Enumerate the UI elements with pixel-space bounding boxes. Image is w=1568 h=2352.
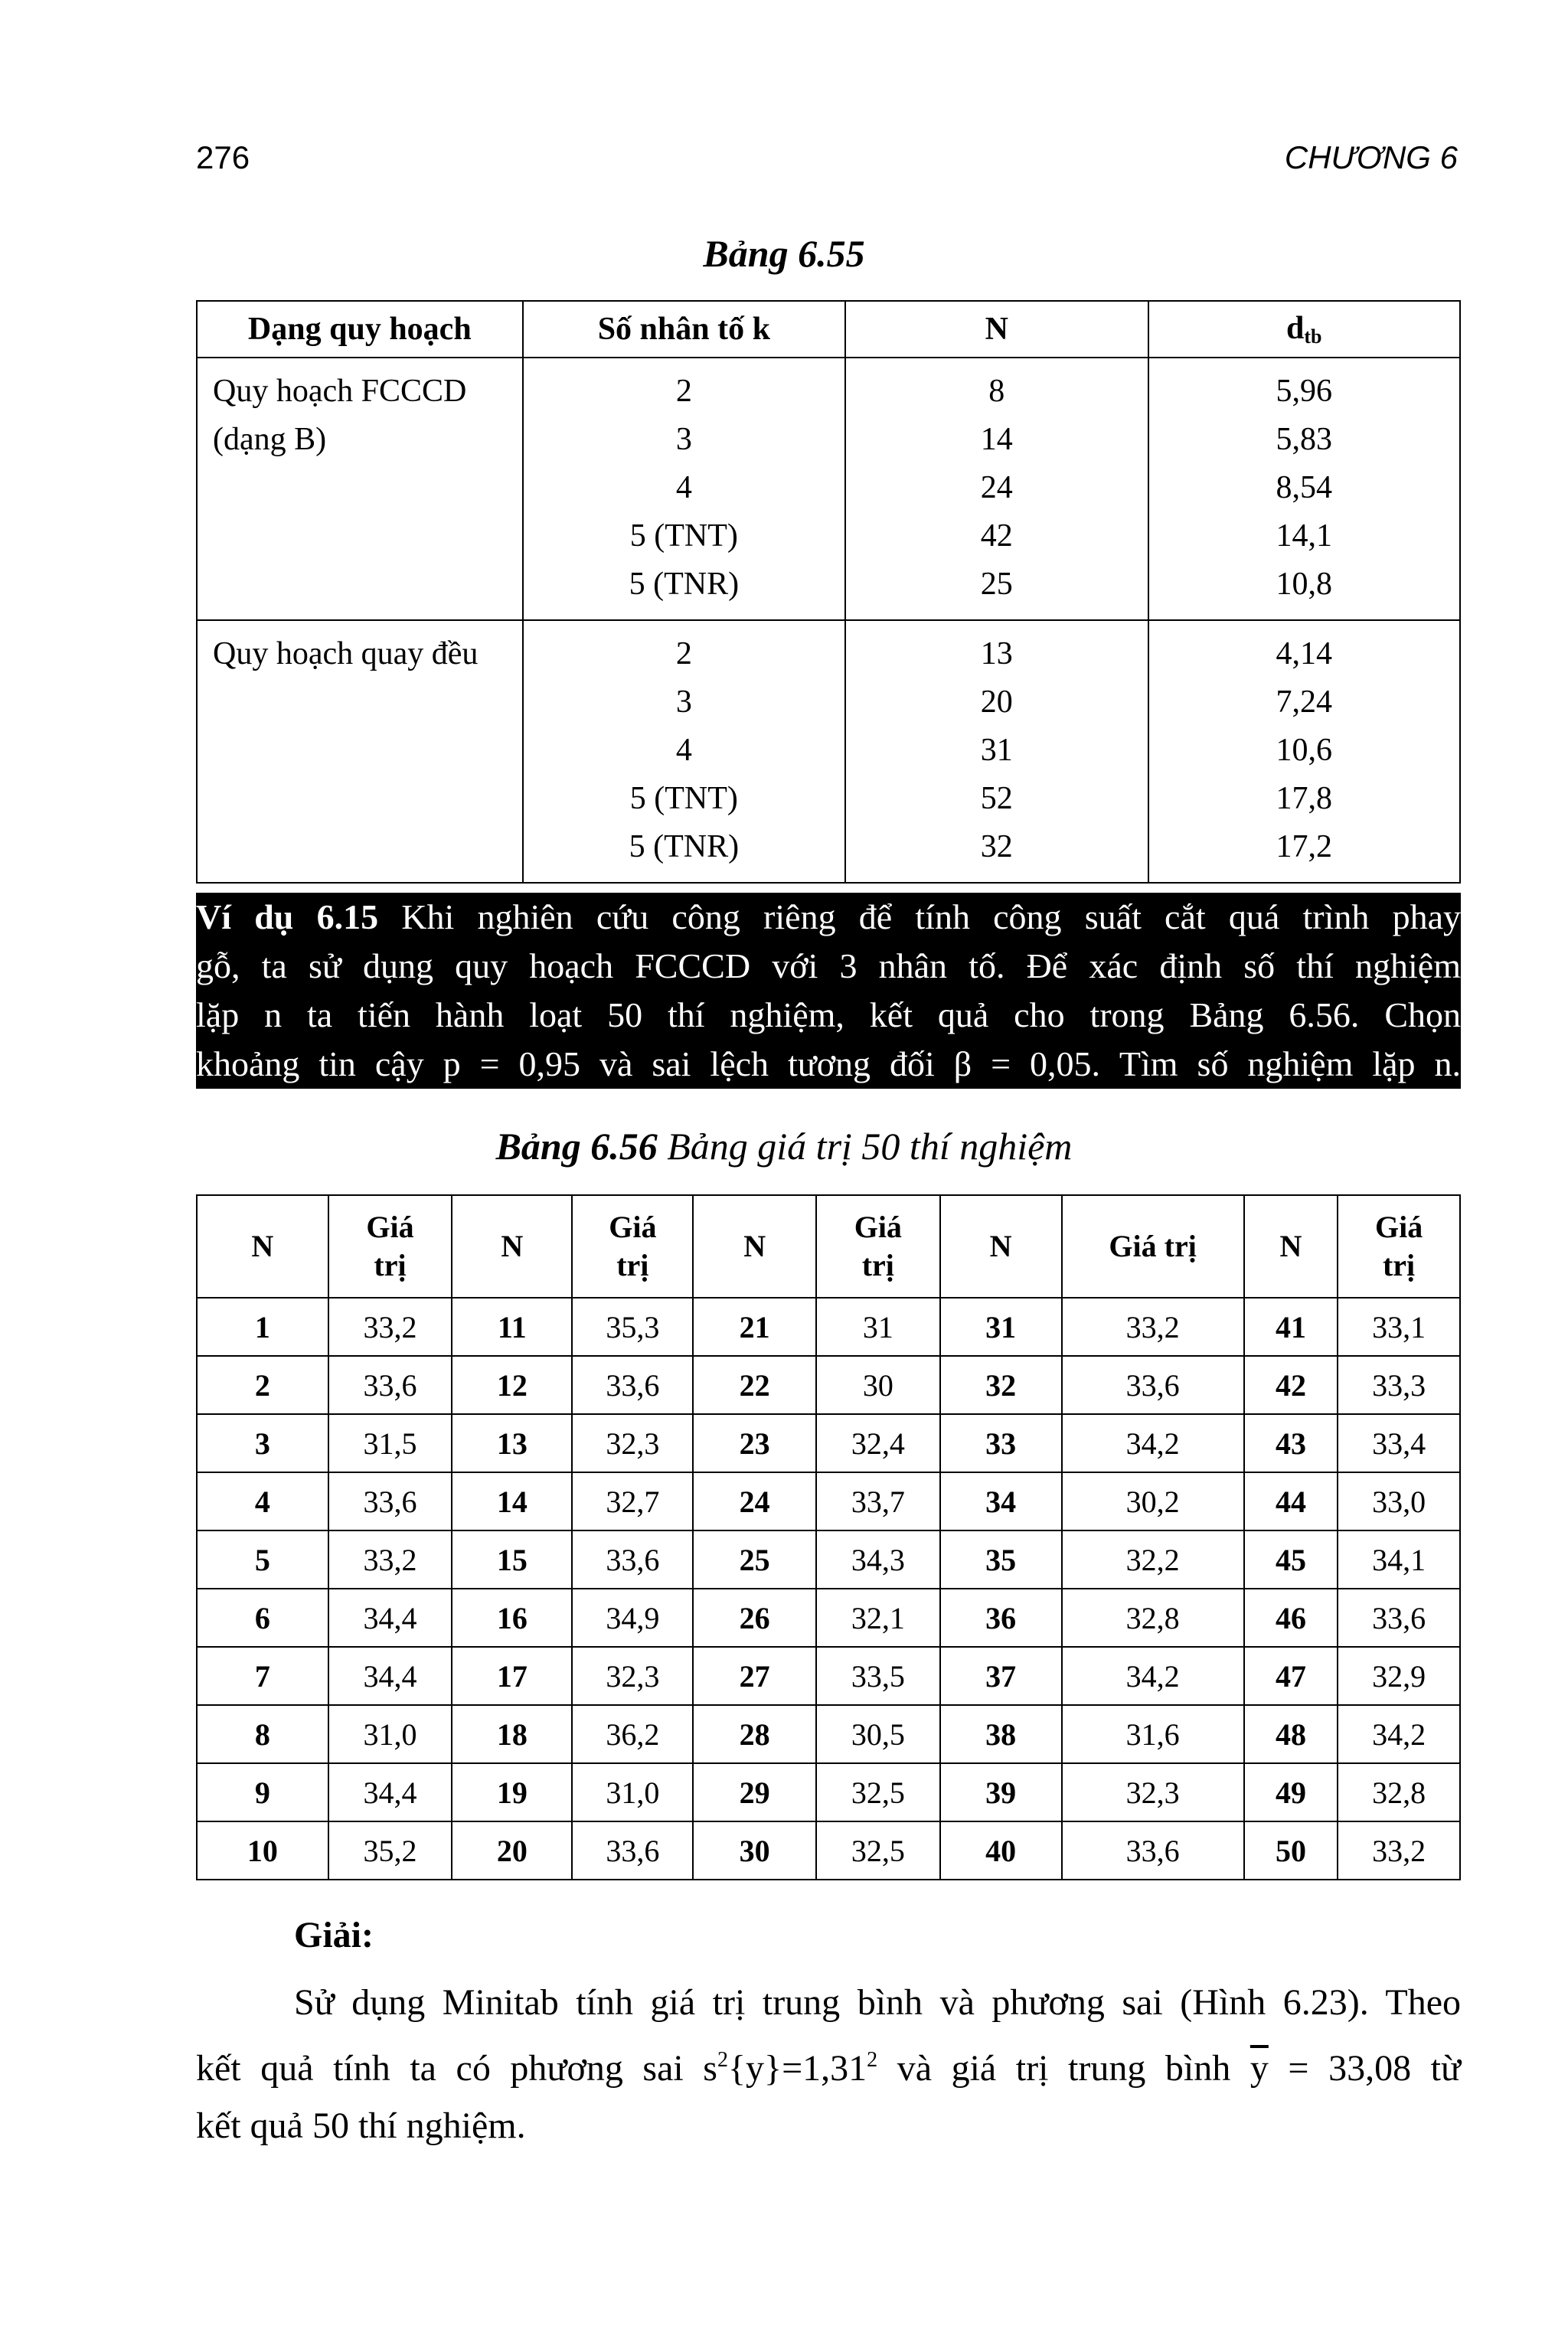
value-n: 32 bbox=[980, 829, 1013, 864]
plan-name-cell bbox=[197, 620, 523, 883]
experiment-value: 33,6 bbox=[1062, 1821, 1244, 1880]
experiment-number: 45 bbox=[1244, 1530, 1338, 1589]
solution-paragraph bbox=[196, 1974, 1461, 2154]
experiment-number: 43 bbox=[1244, 1414, 1338, 1472]
value-k: 3 bbox=[675, 422, 692, 457]
experiment-number: 34 bbox=[940, 1472, 1062, 1530]
col-header-d: $d_{tb}$ bbox=[1148, 301, 1460, 358]
table-row bbox=[197, 1821, 1460, 1880]
value-n: 14 bbox=[980, 422, 1013, 457]
plan-name: (dạng B) bbox=[213, 422, 327, 457]
experiment-value: 32,4 bbox=[816, 1414, 940, 1472]
table-header-row bbox=[197, 1195, 1460, 1298]
experiment-number: 12 bbox=[452, 1356, 572, 1414]
experiment-value: 30 bbox=[816, 1356, 940, 1414]
col-header-n: N bbox=[197, 1195, 328, 1298]
experiment-value: 30,5 bbox=[816, 1705, 940, 1763]
experiment-number: 46 bbox=[1244, 1589, 1338, 1647]
table-row bbox=[197, 1530, 1460, 1589]
plan-name-cell bbox=[197, 358, 523, 620]
experiment-value: 34,2 bbox=[1062, 1414, 1244, 1472]
experiment-value: 33,0 bbox=[1338, 1472, 1460, 1530]
page-number: 276 bbox=[196, 139, 250, 175]
experiment-value: 32,7 bbox=[572, 1472, 693, 1530]
solution-line: kết quả 50 thí nghiệm. bbox=[196, 2105, 526, 2146]
experiment-value: 32,3 bbox=[1062, 1763, 1244, 1821]
example-label: Ví dụ 6.15 bbox=[196, 897, 379, 936]
table-row bbox=[197, 1589, 1460, 1647]
experiment-number: 22 bbox=[693, 1356, 816, 1414]
experiment-value: 34,9 bbox=[572, 1589, 693, 1647]
experiment-value: 34,4 bbox=[328, 1763, 452, 1821]
experiment-value: 32,5 bbox=[816, 1821, 940, 1880]
experiment-number: 31 bbox=[940, 1298, 1062, 1356]
experiment-value: 32,9 bbox=[1338, 1647, 1460, 1705]
experiment-value: 33,6 bbox=[1338, 1589, 1460, 1647]
page-header bbox=[196, 139, 1458, 176]
cell-n bbox=[845, 620, 1148, 883]
y-mean-symbol: $\overline{y}$ bbox=[1250, 2048, 1269, 2089]
plan-group-row bbox=[197, 620, 1460, 883]
experiment-number: 20 bbox=[452, 1821, 572, 1880]
value-k: 5 (TNR) bbox=[629, 829, 740, 864]
solution-line: kết quả tính ta có phương sai $s^2\{y\}=1,31^2$ và giá trị trung bình $\overline{y} = 33,08$ từ bbox=[196, 2048, 1461, 2089]
experiment-number: 42 bbox=[1244, 1356, 1338, 1414]
experiment-value: 33,6 bbox=[1062, 1356, 1244, 1414]
experiment-value: 32,8 bbox=[1062, 1589, 1244, 1647]
table-header-row bbox=[197, 301, 1460, 358]
experiment-number: 39 bbox=[940, 1763, 1062, 1821]
experiment-number: 3 bbox=[197, 1414, 328, 1472]
value-n: 8 bbox=[988, 374, 1005, 409]
value-k: 4 bbox=[675, 733, 692, 768]
experiment-number: 11 bbox=[452, 1298, 572, 1356]
example-line: Ví dụ 6.15 Khi nghiên cứu công riêng để tính công suất cắt quá trình phay bbox=[196, 897, 1461, 936]
experiment-value: 34,3 bbox=[816, 1530, 940, 1589]
experiment-value: 30,2 bbox=[1062, 1472, 1244, 1530]
experiment-number: 49 bbox=[1244, 1763, 1338, 1821]
experiment-number: 5 bbox=[197, 1530, 328, 1589]
experiment-value: 32,3 bbox=[572, 1414, 693, 1472]
value-k: 5 (TNR) bbox=[629, 567, 740, 602]
table-6-56 bbox=[196, 1194, 1461, 1880]
experiment-number: 8 bbox=[197, 1705, 328, 1763]
solution-line: Sử dụng Minitab tính giá trị trung bình và phương sai (Hình 6.23). Theo bbox=[294, 1982, 1461, 2023]
col-header-value: Giá trị bbox=[328, 1195, 452, 1298]
cell-d bbox=[1148, 620, 1460, 883]
experiment-value: 33,4 bbox=[1338, 1414, 1460, 1472]
table1-caption: Bảng 6.55 bbox=[703, 232, 865, 275]
experiment-value: 34,4 bbox=[328, 1647, 452, 1705]
cell-n bbox=[845, 358, 1148, 620]
value-k: 2 bbox=[675, 374, 692, 409]
experiment-number: 14 bbox=[452, 1472, 572, 1530]
value-d: 5,83 bbox=[1276, 422, 1332, 457]
experiment-number: 36 bbox=[940, 1589, 1062, 1647]
value-d: 17,8 bbox=[1276, 781, 1332, 816]
value-k: 3 bbox=[675, 684, 692, 720]
table-row bbox=[197, 1414, 1460, 1472]
experiment-number: 28 bbox=[693, 1705, 816, 1763]
experiment-number: 35 bbox=[940, 1530, 1062, 1589]
experiment-number: 25 bbox=[693, 1530, 816, 1589]
experiment-value: 33,6 bbox=[572, 1821, 693, 1880]
table-row bbox=[197, 1763, 1460, 1821]
solution-heading: Giải: bbox=[294, 1915, 374, 1955]
col-header-value: Giá trị bbox=[1062, 1195, 1244, 1298]
value-n: 13 bbox=[980, 636, 1013, 671]
chapter-title: CHƯƠNG 6 bbox=[1284, 139, 1458, 175]
example-line: khoảng tin cậy p = 0,95 và sai lệch tương đối β = 0,05. Tìm số nghiệm lặp n. bbox=[196, 1044, 1461, 1083]
experiment-number: 1 bbox=[197, 1298, 328, 1356]
table-row bbox=[197, 1705, 1460, 1763]
value-d: 7,24 bbox=[1276, 684, 1332, 720]
experiment-number: 27 bbox=[693, 1647, 816, 1705]
value-d: 10,8 bbox=[1276, 567, 1332, 602]
experiment-number: 30 bbox=[693, 1821, 816, 1880]
experiment-number: 4 bbox=[197, 1472, 328, 1530]
value-n: 42 bbox=[980, 518, 1013, 554]
col-header-n: N bbox=[845, 301, 1148, 358]
value-d: 5,96 bbox=[1276, 374, 1332, 409]
plan-name: Quy hoạch FCCCD bbox=[213, 374, 467, 409]
experiment-value: 34,2 bbox=[1062, 1647, 1244, 1705]
experiment-value: 33,5 bbox=[816, 1647, 940, 1705]
experiment-number: 13 bbox=[452, 1414, 572, 1472]
experiment-value: 32,1 bbox=[816, 1589, 940, 1647]
experiment-value: 31,0 bbox=[572, 1763, 693, 1821]
example-6-15 bbox=[196, 893, 1461, 1089]
value-d: 4,14 bbox=[1276, 636, 1332, 671]
experiment-value: 33,2 bbox=[1338, 1821, 1460, 1880]
experiment-value: 34,4 bbox=[328, 1589, 452, 1647]
experiment-value: 31 bbox=[816, 1298, 940, 1356]
table-row bbox=[197, 1647, 1460, 1705]
experiment-value: 32,8 bbox=[1338, 1763, 1460, 1821]
value-k: 5 (TNT) bbox=[629, 518, 738, 554]
cell-k bbox=[523, 620, 846, 883]
value-k: 2 bbox=[675, 636, 692, 671]
example-line: lặp n ta tiến hành loạt 50 thí nghiệm, kết quả cho trong Bảng 6.56. Chọn bbox=[196, 995, 1461, 1034]
value-n: 25 bbox=[980, 567, 1013, 602]
experiment-value: 31,6 bbox=[1062, 1705, 1244, 1763]
experiment-number: 32 bbox=[940, 1356, 1062, 1414]
table-row bbox=[197, 1472, 1460, 1530]
value-d: 14,1 bbox=[1276, 518, 1332, 554]
col-header-n: N bbox=[452, 1195, 572, 1298]
experiment-value: 32,3 bbox=[572, 1647, 693, 1705]
experiment-number: 6 bbox=[197, 1589, 328, 1647]
experiment-value: 34,1 bbox=[1338, 1530, 1460, 1589]
col-header-value: Giá trị bbox=[1338, 1195, 1460, 1298]
col-header-n: N bbox=[940, 1195, 1062, 1298]
experiment-number: 15 bbox=[452, 1530, 572, 1589]
col-header-k: Số nhân tố k bbox=[523, 301, 846, 358]
value-n: 20 bbox=[980, 684, 1013, 720]
experiment-number: 47 bbox=[1244, 1647, 1338, 1705]
experiment-number: 29 bbox=[693, 1763, 816, 1821]
experiment-number: 23 bbox=[693, 1414, 816, 1472]
experiment-value: 35,2 bbox=[328, 1821, 452, 1880]
value-d: 17,2 bbox=[1276, 829, 1332, 864]
experiment-value: 35,3 bbox=[572, 1298, 693, 1356]
value-d: 8,54 bbox=[1276, 470, 1332, 505]
plan-name: Quy hoạch quay đều bbox=[213, 636, 479, 671]
value-k: 5 (TNT) bbox=[629, 781, 738, 816]
experiment-value: 34,2 bbox=[1338, 1705, 1460, 1763]
value-n: 31 bbox=[980, 733, 1013, 768]
experiment-number: 50 bbox=[1244, 1821, 1338, 1880]
experiment-value: 31,0 bbox=[328, 1705, 452, 1763]
experiment-number: 17 bbox=[452, 1647, 572, 1705]
experiment-number: 40 bbox=[940, 1821, 1062, 1880]
table-6-55 bbox=[196, 300, 1461, 884]
experiment-number: 9 bbox=[197, 1763, 328, 1821]
value-n: 52 bbox=[980, 781, 1013, 816]
experiment-number: 24 bbox=[693, 1472, 816, 1530]
experiment-number: 38 bbox=[940, 1705, 1062, 1763]
experiment-value: 33,7 bbox=[816, 1472, 940, 1530]
experiment-number: 7 bbox=[197, 1647, 328, 1705]
experiment-number: 33 bbox=[940, 1414, 1062, 1472]
value-k: 4 bbox=[675, 470, 692, 505]
experiment-number: 41 bbox=[1244, 1298, 1338, 1356]
experiment-value: 32,5 bbox=[816, 1763, 940, 1821]
experiment-value: 33,6 bbox=[328, 1356, 452, 1414]
table-row bbox=[197, 1298, 1460, 1356]
col-header-n: N bbox=[1244, 1195, 1338, 1298]
experiment-number: 10 bbox=[197, 1821, 328, 1880]
cell-k bbox=[523, 358, 846, 620]
plan-group-row bbox=[197, 358, 1460, 620]
experiment-number: 18 bbox=[452, 1705, 572, 1763]
experiment-number: 44 bbox=[1244, 1472, 1338, 1530]
experiment-value: 33,6 bbox=[572, 1356, 693, 1414]
cell-d bbox=[1148, 358, 1460, 620]
table-row bbox=[197, 1356, 1460, 1414]
experiment-number: 21 bbox=[693, 1298, 816, 1356]
experiment-value: 36,2 bbox=[572, 1705, 693, 1763]
experiment-value: 33,6 bbox=[328, 1472, 452, 1530]
experiment-number: 26 bbox=[693, 1589, 816, 1647]
col-header-plan: Dạng quy hoạch bbox=[197, 301, 523, 358]
experiment-value: 33,2 bbox=[1062, 1298, 1244, 1356]
col-header-n: N bbox=[693, 1195, 816, 1298]
experiment-value: 33,2 bbox=[328, 1530, 452, 1589]
experiment-number: 48 bbox=[1244, 1705, 1338, 1763]
experiment-value: 32,2 bbox=[1062, 1530, 1244, 1589]
col-header-value: Giá trị bbox=[816, 1195, 940, 1298]
experiment-value: 33,2 bbox=[328, 1298, 452, 1356]
experiment-value: 33,6 bbox=[572, 1530, 693, 1589]
experiment-number: 37 bbox=[940, 1647, 1062, 1705]
example-line: gỗ, ta sử dụng quy hoạch FCCCD với 3 nhân tố. Để xác định số thí nghiệm bbox=[196, 946, 1461, 985]
table2-caption: Bảng 6.56 Bảng giá trị 50 thí nghiệm bbox=[495, 1125, 1073, 1168]
experiment-value: 31,5 bbox=[328, 1414, 452, 1472]
experiment-value: 33,3 bbox=[1338, 1356, 1460, 1414]
experiment-number: 2 bbox=[197, 1356, 328, 1414]
value-n: 24 bbox=[980, 470, 1013, 505]
experiment-number: 16 bbox=[452, 1589, 572, 1647]
value-d: 10,6 bbox=[1276, 733, 1332, 768]
experiment-value: 33,1 bbox=[1338, 1298, 1460, 1356]
col-header-value: Giá trị bbox=[572, 1195, 693, 1298]
experiment-number: 19 bbox=[452, 1763, 572, 1821]
